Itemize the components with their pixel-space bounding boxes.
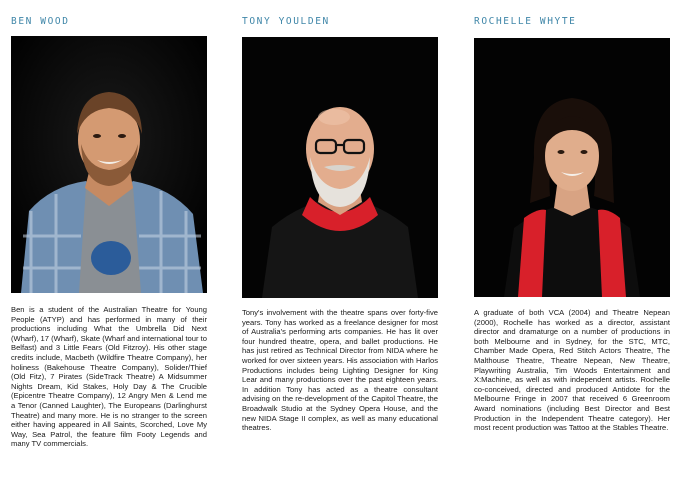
profile-bio: Tony's involvement with the theatre spans over forty-five years. Tony has worked as a freelance designer for most of Australia's performing arts companies. He has lit over four hundred theatre, opera, and ballet productions. He has just retired as Technical Director from NIDA where he worked for over sixteen years. His association with Harlos Productions includes being Lighting Designer for King Lear and many productions over the past eighteen years. In addition Tony has acted as a theatre consultant advising on the re-development of the Capitol Theatre, the Broadwalk Studio at the Sydney Opera House, and the new NIDA Stage II complex, as well as many educational theatres. [242, 308, 438, 433]
portrait-photo-rochelle-whyte [474, 38, 670, 297]
portrait-photo-tony-youlden [242, 37, 438, 298]
profile-name: BEN WOOD [11, 16, 70, 27]
profile-name: TONY YOULDEN [242, 16, 330, 27]
profile-name: ROCHELLE WHYTE [474, 16, 577, 27]
portrait-illustration [11, 36, 207, 293]
portrait-photo-ben-wood [11, 36, 207, 293]
portrait-illustration [242, 37, 438, 298]
profile-bio: Ben is a student of the Australian Theatre for Young People (ATYP) and has performed in many of their productions including What the Umbrella Did Next (Wharf), 17 (Wharf), Skate (Wharf and international tour to Belfast) and 3 Little Fears (Old Fitzroy). His other stage credits include, Macbeth (Wildfire Theatre Company), her holiness (Bakehouse Theatre Company), Solider/Thief (Old Fitz), 7 Pirates (SideTrack Theatre) A Midsummer Nights Dream, Kid Stakes, Holy Day & The Crucible (Epicentre Theatre Company), 12 Angry Men & Lend me a Tenor (Canned Laughter), The Europeans (Darlinghurst Theatre) and many more. He is no stranger to the screen either having appeared in All Saints, Scorched, Love My Way, Sea Patrol, the feature film Footy Legends and many TV commercials. [11, 305, 207, 449]
portrait-illustration [474, 38, 670, 297]
profile-rochelle-whyte [474, 0, 670, 482]
profile-ben-wood [11, 0, 207, 482]
profile-tony-youlden [242, 0, 438, 482]
profile-bio: A graduate of both VCA (2004) and Theatre Nepean (2000), Rochelle has worked as a director, assistant director and dramaturge on a number of productions in both Melbourne and in Sydney, for the STC, MTC, Chamber Made Opera, Red Stitch Actors Theatre, The Malthouse Theatre, Theatre Nepean, New Theatre, Playwriting Australia, Tim Woods Entertainment and X:Machine, as well as with independent artists. Rochelle co-conceived, directed and produced Antidote for the Melbourne Fringe in 2007 that received 6 Greenroom Award nominations (including Best Director and Best Production in the Independent Theatre category). Her most recent production was Tattoo at the Stables Theatre. [474, 308, 670, 433]
